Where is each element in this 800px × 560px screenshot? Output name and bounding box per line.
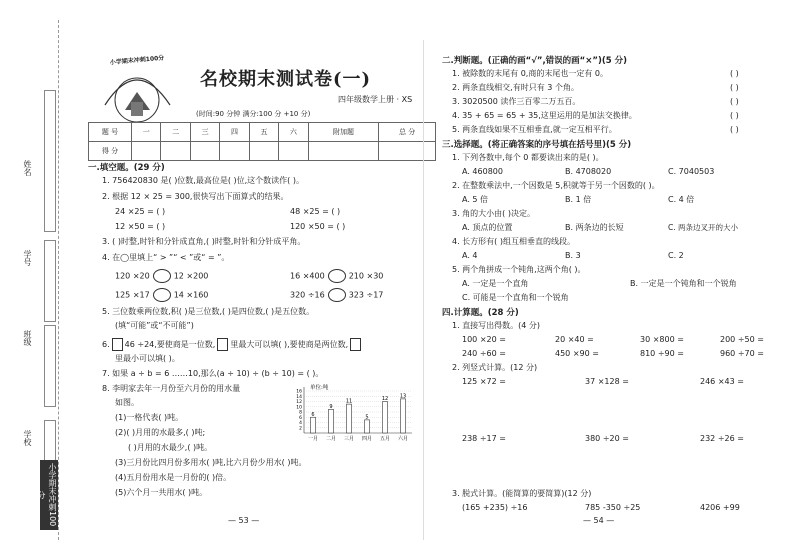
compare-row (290, 269, 383, 283)
x-tick-label: 三月 (343, 436, 355, 442)
calc-item: 30 ×800 = (640, 335, 684, 344)
question-2b: 48 ×25 = ( ) (290, 207, 341, 216)
question-8-4: (4)五月份用水是一月份的( )倍。 (115, 473, 232, 482)
score-cell: 四 (220, 123, 249, 142)
answer-paren[interactable]: ( ) (730, 83, 739, 92)
stepwise-calc: (165 +235) ÷16 (462, 503, 528, 512)
section-fill-blank: 一.填空题。(29 分) (88, 163, 165, 173)
choice-2a: A. 5 倍 (462, 195, 489, 204)
page-divider (423, 40, 424, 540)
x-tick-label: 二月 (325, 436, 337, 442)
vertical-calc: 246 ×43 = (700, 377, 744, 386)
score-header-row (89, 123, 436, 142)
choice-2c: C. 4 倍 (668, 195, 695, 204)
answer-paren[interactable]: ( ) (730, 69, 739, 78)
answer-paren[interactable]: ( ) (730, 111, 739, 120)
choice-4c: C. 2 (668, 251, 684, 260)
choice-1a: A. 460800 (462, 167, 503, 176)
vertical-calc: 232 ÷26 = (700, 434, 744, 443)
score-input[interactable] (132, 142, 161, 161)
choice-2: 2. 在整数乘法中,一个因数是 5,积就等于另一个因数的( )。 (452, 181, 660, 190)
digit-box[interactable] (217, 338, 228, 351)
question-8-3: (3)三月份比四月份多用水( )吨,比六月份少用水( )吨。 (115, 458, 307, 467)
binding-sidebar (0, 0, 70, 560)
question-3: 3. ( )时整,时针和分针成直角,( )时整,时针和分针成平角。 (102, 237, 306, 246)
bar-value-label: 12 (381, 396, 389, 402)
question-5-hint: (填“可能”或“不可能”) (115, 321, 194, 330)
score-cell: 六 (279, 123, 308, 142)
score-table (88, 122, 436, 161)
sidebar-brand: 小学期末冲刺100分 (40, 460, 58, 530)
y-tick-label: 6 (299, 415, 302, 421)
score-input[interactable] (379, 142, 436, 161)
bar (365, 420, 370, 433)
y-tick-label: 14 (296, 394, 302, 400)
bar-value-label: 9 (329, 403, 333, 410)
calc-1: 1. 直接写出得数。(4 分) (452, 321, 541, 330)
choice-3a: A. 顶点的位置 (462, 223, 513, 232)
compare-left: 120 ×20 (115, 271, 150, 281)
choice-2b: B. 1 倍 (565, 195, 592, 204)
calc-item: 20 ×40 = (555, 335, 594, 344)
compare-right: 12 ×200 (173, 271, 209, 281)
class-box[interactable] (44, 325, 56, 407)
vertical-calc: 380 ÷20 = (585, 434, 629, 443)
bar (401, 399, 406, 433)
score-cell: 得 分 (89, 142, 132, 161)
bar (383, 402, 388, 434)
choice-3b: B. 两条边的长短 (565, 223, 624, 232)
choice-1b: B. 4708020 (565, 167, 612, 176)
choice-5c: C. 可能是一个直角和一个锐角 (462, 293, 569, 302)
compare-circle[interactable] (153, 288, 171, 302)
calc-item: 100 ×20 = (462, 335, 506, 344)
question-8-2a: (2)( )月用的水最多,( )吨; (115, 428, 206, 437)
choice-5: 5. 两个角拼成一个钝角,这两个角( )。 (452, 265, 586, 274)
compare-right: 14 ×160 (173, 290, 209, 300)
question-4: 4. 在◯里填上“ > ”“ < ”或“ = ”。 (102, 253, 230, 262)
calc-item: 200 ÷50 = (720, 335, 764, 344)
score-cell: 二 (161, 123, 190, 142)
student-id-label: 学号 (23, 250, 32, 266)
y-tick-label: 12 (296, 400, 302, 405)
x-tick-label: 四月 (361, 436, 373, 442)
score-input[interactable] (220, 142, 249, 161)
compare-row (115, 288, 208, 302)
stepwise-calc: 4206 +99 (700, 503, 740, 512)
answer-paren[interactable]: ( ) (730, 125, 739, 134)
question-6-number: 6. (102, 340, 110, 349)
score-input[interactable] (249, 142, 278, 161)
compare-row (290, 288, 383, 302)
compare-circle[interactable] (328, 288, 346, 302)
choice-4b: B. 3 (565, 251, 581, 260)
score-cell: 五 (249, 123, 278, 142)
exam-meta: (时间:90 分钟 满分:100 分 +10 分) (196, 110, 311, 118)
score-cell: 一 (132, 123, 161, 142)
score-input[interactable] (161, 142, 190, 161)
page-number-right: — 54 — (583, 516, 615, 525)
calc-item: 960 ÷70 = (720, 349, 764, 358)
vertical-calc: 125 ×72 = (462, 377, 506, 386)
question-6-text: 46 ÷24,要使商是一位数, (124, 340, 216, 349)
compare-right: 323 ÷17 (348, 290, 384, 300)
vertical-calc: 37 ×128 = (585, 377, 629, 386)
compare-left: 320 ÷16 (290, 290, 325, 300)
calc-item: 810 ÷90 = (640, 349, 684, 358)
question-6-end: 里最小可以填( )。 (115, 354, 180, 363)
question-6-text: 里最大可以填( ),要使商是两位数, (230, 340, 349, 349)
question-8-2b: ( )月用的水最少,( )吨。 (128, 443, 213, 452)
judge-2: 2. 两条直线相交,有时只有 3 个角。 (452, 83, 579, 92)
question-2: 2. 根据 12 × 25 = 300,很快写出下面算式的结果。 (102, 192, 289, 201)
calc-3: 3. 脱式计算。(能简算的要简算)(12 分) (452, 489, 592, 498)
question-6 (102, 338, 363, 351)
score-cell: 附加题 (308, 123, 379, 142)
question-8: 8. 李明家去年一月份至六月份的用水量 (102, 384, 241, 393)
calc-item: 450 ×90 = (555, 349, 599, 358)
score-input[interactable] (308, 142, 379, 161)
student-id-box[interactable] (44, 240, 56, 322)
bar (329, 409, 334, 433)
exam-title: 名校期末测试卷(一) (200, 69, 372, 90)
score-cell: 三 (190, 123, 219, 142)
grade-label: 四年级数学上册 · XS (338, 95, 413, 104)
choice-1: 1. 下列各数中,每个 0 都要读出来的是( )。 (452, 153, 604, 162)
choice-5a: A. 一定是一个直角 (462, 279, 529, 288)
question-8-cont: 如图。 (115, 398, 139, 407)
question-2a: 24 ×25 = ( ) (115, 207, 166, 216)
answer-paren[interactable]: ( ) (730, 97, 739, 106)
bar-value-label: 5 (365, 414, 369, 421)
section-true-false: 二.判断题。(正确的画“√”,错误的画“×”)(5 分) (442, 56, 628, 66)
question-8-1: (1)一格代表( )吨。 (115, 413, 184, 422)
y-tick-label: 4 (299, 421, 302, 426)
compare-circle[interactable] (328, 269, 346, 283)
choice-5b: B. 一定是一个钝角和一个锐角 (630, 279, 737, 288)
section-calculation: 四.计算题。(28 分) (442, 308, 519, 318)
bar-value-label: 11 (345, 398, 353, 405)
x-tick-label: 六月 (397, 436, 409, 442)
chart-title: 单位:吨 (310, 385, 329, 391)
y-tick-label: 16 (296, 389, 302, 395)
compare-row (115, 269, 208, 283)
bar-value-label: 6 (311, 411, 315, 418)
digit-box[interactable] (350, 338, 361, 351)
cut-line (58, 20, 59, 540)
name-label: 姓名 (23, 160, 32, 176)
judge-1: 1. 被除数的末尾有 0,商的末尾也一定有 0。 (452, 69, 608, 78)
question-5: 5. 三位数乘两位数,积( )是三位数,( )是四位数,( )是五位数。 (102, 307, 315, 316)
x-tick-label: 一月 (307, 436, 319, 442)
bar-value-label: 13 (399, 393, 407, 400)
score-input[interactable] (190, 142, 219, 161)
choice-4: 4. 长方形有( )组互相垂直的线段。 (452, 237, 575, 246)
x-tick-label: 五月 (379, 436, 391, 442)
score-value-row (89, 142, 436, 161)
score-input[interactable] (279, 142, 308, 161)
compare-left: 16 ×400 (290, 271, 325, 281)
digit-box[interactable] (112, 338, 123, 351)
section-choice: 三.选择题。(将正确答案的序号填在括号里)(5 分) (442, 140, 632, 150)
choice-3: 3. 角的大小由( )决定。 (452, 209, 535, 218)
school-label: 学校 (23, 430, 32, 446)
compare-right: 210 ×30 (348, 271, 384, 281)
question-2c: 12 ×50 = ( ) (115, 222, 166, 231)
compare-left: 125 ×17 (115, 290, 150, 300)
question-8-5: (5)六个月一共用水( )吨。 (115, 488, 208, 497)
judge-3: 3. 3020500 读作三百零二万五百。 (452, 97, 581, 106)
judge-4: 4. 35 + 65 = 65 + 35,这里运用的是加法交换律。 (452, 111, 637, 120)
calc-item: 240 ÷60 = (462, 349, 506, 358)
y-tick-label: 10 (296, 405, 302, 411)
score-cell: 题 号 (89, 123, 132, 142)
calc-2: 2. 列竖式计算。(12 分) (452, 363, 538, 372)
name-box[interactable] (44, 90, 56, 232)
question-2d: 120 ×50 = ( ) (290, 222, 346, 231)
stepwise-calc: 785 -350 ÷25 (585, 503, 641, 512)
compare-circle[interactable] (153, 269, 171, 283)
water-usage-chart (290, 383, 420, 445)
y-tick-label: 2 (299, 426, 302, 432)
class-label: 班级 (23, 330, 32, 346)
question-7: 7. 如果 a ÷ b = 6 ……10,那么(a ÷ 10) ÷ (b ÷ 10) = ( )。 (102, 369, 324, 378)
choice-4a: A. 4 (462, 251, 478, 260)
choice-3c: C. 两条边叉开的大小 (668, 223, 739, 232)
judge-5: 5. 两条直线如果不互相垂直,就一定互相平行。 (452, 125, 617, 134)
page-number-left: — 53 — (228, 516, 260, 525)
question-1: 1. 756420830 是( )位数,最高位是( )位,这个数读作( )。 (102, 176, 304, 185)
choice-1c: C. 7040503 (668, 167, 715, 176)
score-cell: 总 分 (379, 123, 436, 142)
y-tick-label: 8 (299, 410, 302, 416)
logo-text: 小学期末冲刺100分 (109, 54, 165, 67)
vertical-calc: 238 ÷17 = (462, 434, 506, 443)
bar (347, 404, 352, 433)
bar (311, 417, 316, 433)
